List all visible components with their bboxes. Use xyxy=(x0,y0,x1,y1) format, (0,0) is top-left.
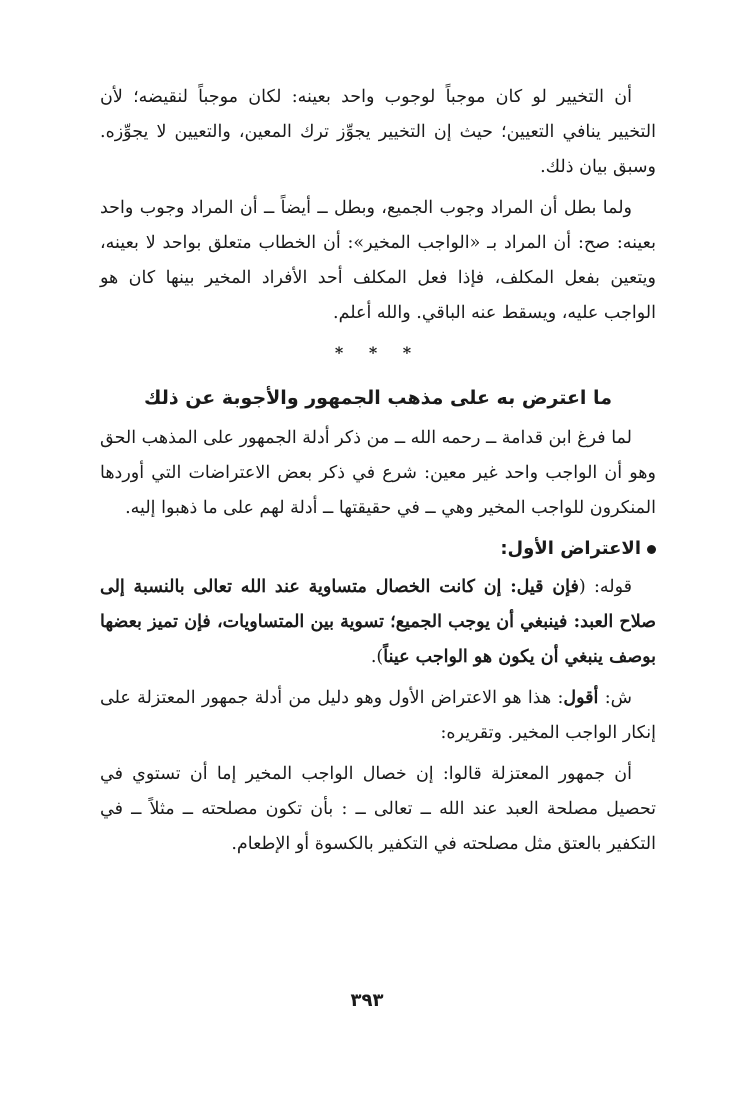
sharh-label: أقول xyxy=(563,688,599,708)
section-heading: ما اعترض به على مذهب الجمهور والأجوبة عن ذلك xyxy=(144,387,612,409)
page-content xyxy=(100,80,656,868)
sharh-text: : هذا هو الاعتراض الأول وهو دليل من أدلة جمهور المعتزلة على إنكار الواجب المخير. وتقريره: xyxy=(100,688,656,743)
explanation-paragraph: أن جمهور المعتزلة قالوا: إن خصال الواجب المخير إما أن تستوي في تحصيل مصلحة العبد عند الله ــ تعالى ــ : بأن تكون مصلحته ــ مثلاً ــ في التكفير بالعتق مثل مصلحته في التكفير بالكسوة أو الإطعام. xyxy=(100,764,656,854)
quote-prefix: قوله: ( xyxy=(578,577,632,597)
sharh-paragraph xyxy=(100,681,656,751)
quote-suffix: ). xyxy=(370,647,384,667)
page-number: ٣٩٣ xyxy=(350,990,384,1011)
paragraph-1: أن التخيير لو كان موجباً لوجوب واحد بعينه: لكان موجباً لنقيضه؛ لأن التخيير ينافي التعيين؛ حيث إن التخيير يجوِّز ترك المعين، والتعيين لا يجوِّزه. وسبق بيان ذلك. xyxy=(100,87,656,177)
objection-1-title: الاعتراض الأول: xyxy=(500,538,641,559)
bullet-icon xyxy=(647,545,656,554)
objection-1-quote xyxy=(100,570,656,675)
sharh-prefix: ش: xyxy=(598,688,632,708)
section-intro: لما فرغ ابن قدامة ــ رحمه الله ــ من ذكر أدلة الجمهور على المذهب الحق وهو أن الواجب واحد غير معين: شرع في ذكر بعض الاعتراضات التي أوردها المنكرون للواجب المخير وهي ــ في حقيقتها ــ أدلة لهم على ما ذهبوا إليه. xyxy=(100,428,656,518)
objection-1-heading xyxy=(100,532,656,566)
paragraph-2: ولما بطل أن المراد وجوب الجميع، وبطل ــ أيضاً ــ أن المراد وجوب واحد بعينه: صح: أن المراد بـ «الواجب المخير»: أن الخطاب متعلق بواحد لا بعينه، ويتعين بفعل المكلف، فإذا فعل المكلف أحد الأفراد المخير بينها كان هو الواجب عليه، ويسقط عنه الباقي. والله أعلم. xyxy=(100,198,656,323)
quote-text: فإن قيل: إن كانت الخصال متساوية عند الله تعالى بالنسبة إلى صلاح العبد: فينبغي أن يوجب الجميع؛ تسوية بين المتساويات، فإن تميز بعضها بوصف ينبغي أن يكون هو الواجب عيناً xyxy=(100,577,656,667)
section-separator: * * * xyxy=(334,343,422,362)
